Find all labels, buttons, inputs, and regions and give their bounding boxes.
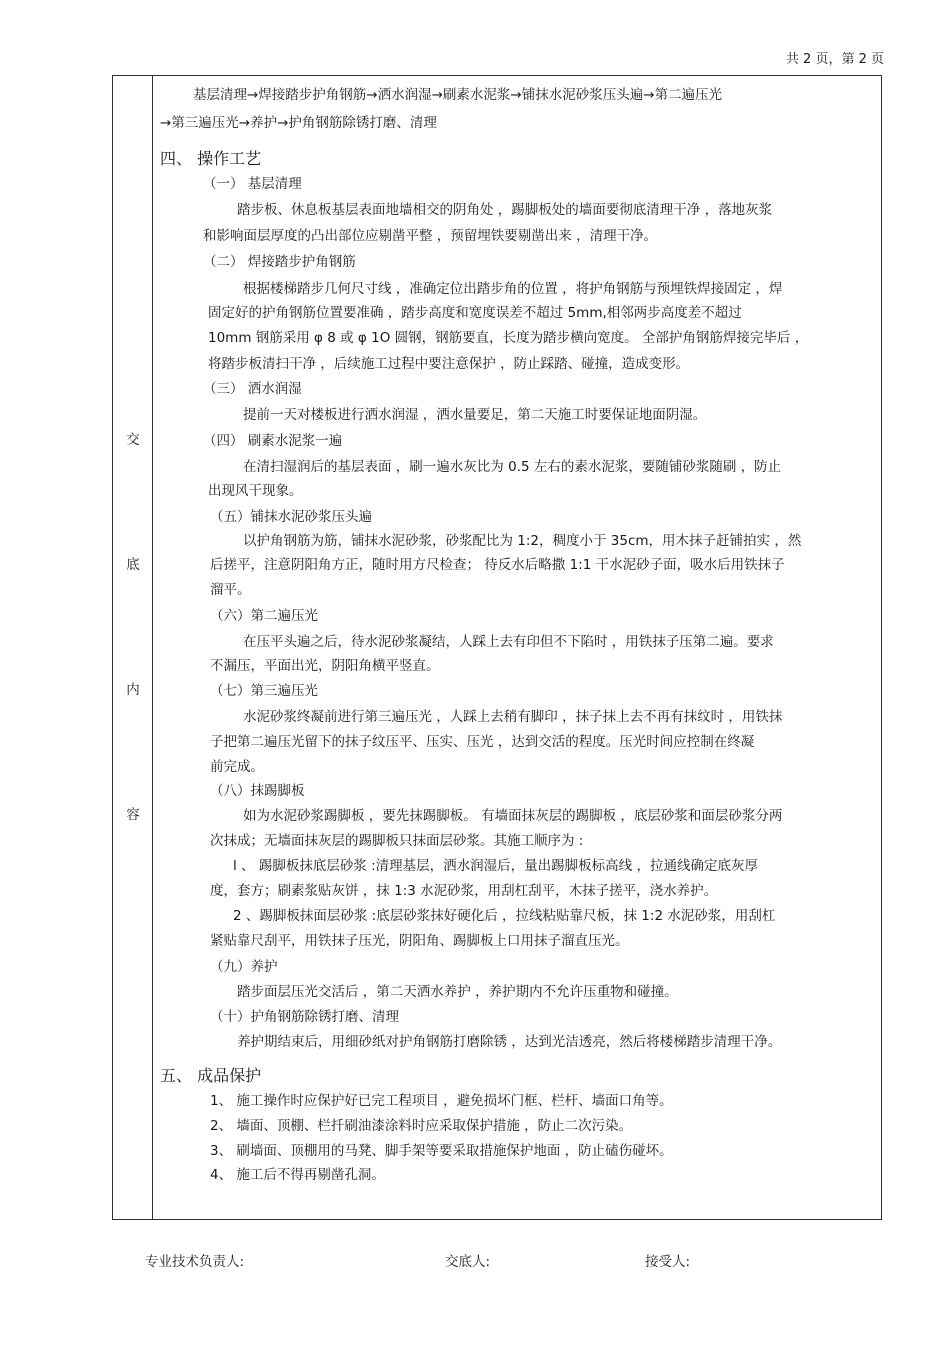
paragraph-line: 10mm 钢筋采用 φ 8 或 φ 1O 圆钢，钢筋要直，长度为踏步横向宽度。 全部护角钢筋焊接完毕后 ， (208, 330, 809, 346)
paragraph-line: 度，套方；刷素浆贴灰饼 ，抹 1:3 水泥砂浆，用刮杠刮平，木抹子搓平，浇水养护。 (210, 883, 718, 899)
subsection-heading: （十）护角钢筋除锈打磨、清理 (210, 1009, 399, 1025)
section-heading: 四、 操作工艺 (160, 149, 262, 168)
subsection-heading: （九）养护 (210, 959, 278, 975)
subsection-heading: （一） 基层清理 (203, 176, 302, 192)
paragraph-line: 踏步面层压光交活后 ，第二天洒水养护 ，养护期内不允许压重物和碰撞。 (237, 984, 678, 1000)
paragraph-line: 溜平。 (210, 582, 251, 598)
tech-lead-signature-label: 专业技术负责人: (145, 1254, 245, 1270)
subsection-heading: （七）第三遍压光 (210, 683, 318, 699)
paragraph-line: 固定好的护角钢筋位置要准确 ，踏步高度和宽度误差不超过 5mm,相邻两步高度差不超过 (208, 305, 742, 321)
paragraph-line: l 、 踢脚板抹底层砂浆 :清理基层，洒水润湿后，量出踢脚板标高线 ，拉通线确定底灰厚 (233, 858, 758, 874)
paragraph-line: 不漏压，平面出光，阴阳角横平竖直。 (210, 658, 440, 674)
paragraph-line: 前完成。 (210, 759, 264, 775)
paragraph-line: 子把第二遍压光留下的抹子纹压平、压实、压光 ，达到交活的程度。压光时间应控制在终凝 (210, 734, 755, 750)
receiver-signature-label: 接受人: (645, 1254, 691, 1270)
paragraph-line: 根据楼梯踏步几何尺寸线 ，准确定位出踏步角的位置 ，将护角钢筋与预埋铁焊接固定 ，焊 (243, 281, 783, 297)
paragraph-line: 次抹成；无墙面抹灰层的踢脚板只抹面层砂浆。其施工顺序为 : (210, 833, 584, 849)
paragraph-line: 提前一天对楼板进行洒水润湿 ，洒水量要足，第二天施工时要保证地面阴湿。 (243, 407, 707, 423)
list-item: 2、 墙面、顶棚、栏扦刷油漆涂料时应采取保护措施 ，防止二次污染。 (210, 1118, 633, 1134)
paragraph-line: 紧贴靠尺刮平，用铁抹子压光，阴阳角、踢脚板上口用抹子溜直压光。 (210, 933, 629, 949)
subsection-heading: （六）第二遍压光 (210, 608, 318, 624)
side-label-char: 底 (126, 557, 140, 573)
list-item: 3、 刷墙面、顶棚用的马凳、脚手架等要采取措施保护地面 ，防止磕伤碰坏。 (210, 1143, 673, 1159)
paragraph-line: 养护期结束后，用细砂纸对护角钢筋打磨除锈 ，达到光洁透亮，然后将楼梯踏步清理干净。 (237, 1034, 782, 1050)
subsection-heading: （二） 焊接踏步护角钢筋 (203, 254, 356, 270)
paragraph-line: 以护角钢筋为筋，铺抹水泥砂浆，砂浆配比为 1:2，稠度小于 35cm，用木抹子赶铺拍实 ，然 (243, 533, 802, 549)
subsection-heading: （五）铺抹水泥砂浆压头遍 (210, 509, 372, 525)
page-indicator: 共 2 页，第 2 页 (785, 52, 884, 67)
process-flow-line: →第三遍压光→养护→护角钢筋除锈打磨、清理 (160, 115, 437, 131)
subsection-heading: （四） 刷素水泥浆一遍 (203, 433, 343, 449)
list-item: 1、 施工操作时应保护好已完工程项目 ，避免损坏门框、栏杆、墙面口角等。 (210, 1093, 673, 1109)
subsection-heading: （三） 洒水润湿 (203, 381, 302, 397)
side-label-char: 容 (126, 807, 140, 823)
section-heading: 五、 成品保护 (160, 1066, 262, 1085)
list-item: 4、 施工后不得再剔凿孔洞。 (210, 1167, 385, 1183)
side-label-char: 交 (126, 432, 140, 448)
paragraph-line: 踏步板、休息板基层表面地墙相交的阴角处 ，踢脚板处的墙面要彻底清理干净 ，落地灰浆 (237, 202, 773, 218)
paragraph-line: 将踏步板清扫干净 ，后续施工过程中要注意保护 ，防止踩踏、碰撞，造成变形。 (208, 356, 690, 372)
paragraph-line: 如为水泥砂浆踢脚板 ，要先抹踢脚板。 有墙面抹灰层的踢脚板 ，底层砂浆和面层砂浆分两 (243, 808, 783, 824)
subsection-heading: （八）抹踢脚板 (210, 783, 305, 799)
paragraph-line: 水泥砂浆终凝前进行第三遍压光 ，人踩上去稍有脚印 ，抹子抹上去不再有抹纹时 ，用铁抹 (243, 709, 783, 725)
discloser-signature-label: 交底人: (445, 1254, 491, 1270)
paragraph-line: 在压平头遍之后，待水泥砂浆凝结，人踩上去有印但不下陷时 ，用铁抹子压第二遍。要求 (243, 634, 774, 650)
paragraph-line: 2 、踢脚板抹面层砂浆 :底层砂浆抹好硬化后 ，拉线粘贴靠尺板，抹 1:2 水泥砂浆，用刮杠 (233, 908, 776, 924)
side-label-char: 内 (126, 682, 140, 698)
process-flow-line: 基层清理→焊接踏步护角钢筋→洒水润湿→刷素水泥浆→铺抹水泥砂浆压头遍→第二遍压光 (193, 87, 723, 103)
paragraph-line: 出现风干现象。 (208, 483, 303, 499)
paragraph-line: 后搓平，注意阴阳角方正，随时用方尺检查； 待反水后略撒 1:1 干水泥砂子面，吸水后用铁抹子 (210, 557, 785, 573)
paragraph-line: 在清扫湿润后的基层表面 ，刷一遍水灰比为 0.5 左右的素水泥浆，要随铺砂浆随刷 ，防止 (243, 459, 782, 475)
paragraph-line: 和影响面层厚度的凸出部位应剔凿平整 ，预留埋铁要剔凿出来 ，清理干净。 (203, 228, 658, 244)
